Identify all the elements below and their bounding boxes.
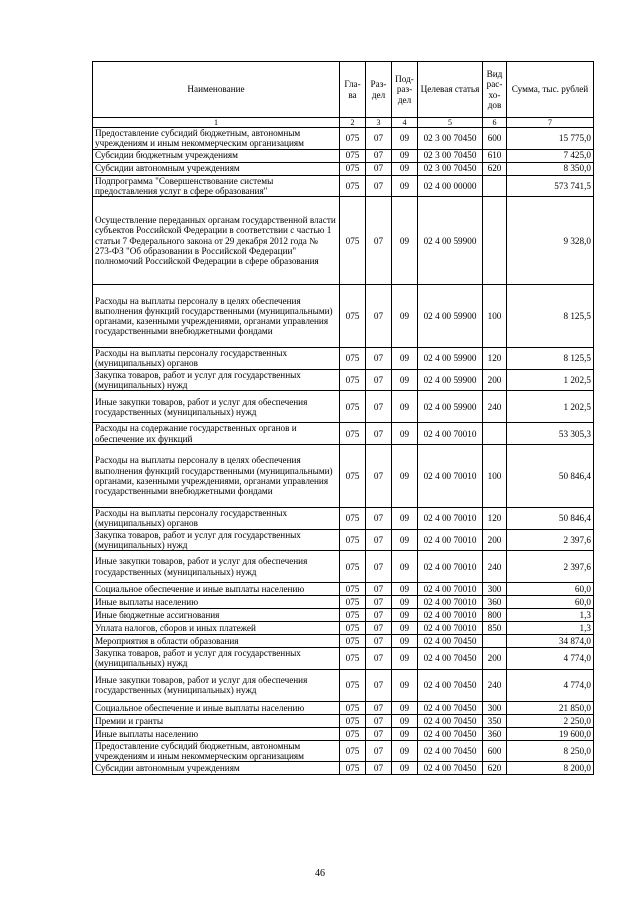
- row-subsection: 09: [392, 507, 418, 529]
- row-amount: 60,0: [507, 583, 594, 596]
- row-section: 07: [366, 714, 392, 727]
- row-subsection: 09: [392, 423, 418, 445]
- row-chapter: 075: [340, 583, 366, 596]
- table-row: [93, 609, 594, 622]
- row-section: 07: [366, 162, 392, 175]
- row-target: 02 4 00 70010: [418, 622, 483, 635]
- row-target: 02 4 00 70450: [418, 648, 483, 670]
- row-subsection: 09: [392, 444, 418, 507]
- row-section: 07: [366, 285, 392, 348]
- table-header-row: [93, 62, 594, 118]
- row-kind: 610: [483, 149, 507, 162]
- row-subsection: 09: [392, 391, 418, 423]
- row-kind: 100: [483, 444, 507, 507]
- row-subsection: 09: [392, 197, 418, 285]
- row-amount: 8 125,5: [507, 348, 594, 370]
- row-kind: 120: [483, 348, 507, 370]
- row-kind: 240: [483, 391, 507, 423]
- row-name: Иные выплаты населению: [93, 727, 340, 740]
- row-section: 07: [366, 423, 392, 445]
- row-name: Уплата налогов, сборов и иных платежей: [93, 622, 340, 635]
- row-chapter: 075: [340, 391, 366, 423]
- row-section: 07: [366, 197, 392, 285]
- row-amount: 2 397,6: [507, 529, 594, 551]
- row-name: Иные закупки товаров, работ и услуг для обеспечения государственных (муниципальных) нужд: [93, 391, 340, 423]
- row-kind: 200: [483, 648, 507, 670]
- table-row: [93, 423, 594, 445]
- row-chapter: 075: [340, 423, 366, 445]
- row-chapter: 075: [340, 348, 366, 370]
- row-target: 02 4 00 70010: [418, 529, 483, 551]
- row-chapter: 075: [340, 596, 366, 609]
- row-kind: 240: [483, 669, 507, 701]
- header-kind: Вид рас-хо-дов: [483, 62, 507, 118]
- row-section: 07: [366, 740, 392, 762]
- row-name: Расходы на выплаты персоналу в целях обеспечения выполнения функций государственными (муниципальными) органами, казенными учреждениями, органами управления государственными внебюджетными фондами: [93, 285, 340, 348]
- row-amount: 15 775,0: [507, 128, 594, 150]
- row-amount: 34 874,0: [507, 635, 594, 648]
- row-subsection: 09: [392, 635, 418, 648]
- row-kind: 300: [483, 583, 507, 596]
- row-amount: 2 250,0: [507, 714, 594, 727]
- row-name: Субсидии бюджетным учреждениям: [93, 149, 340, 162]
- row-chapter: 075: [340, 444, 366, 507]
- row-amount: 60,0: [507, 596, 594, 609]
- row-name: Закупка товаров, работ и услуг для государственных (муниципальных) нужд: [93, 529, 340, 551]
- table-row: [93, 348, 594, 370]
- row-kind: 800: [483, 609, 507, 622]
- row-target: 02 4 00 59900: [418, 348, 483, 370]
- row-name: Иные закупки товаров, работ и услуг для обеспечения государственных (муниципальных) нужд: [93, 551, 340, 583]
- row-subsection: 09: [392, 175, 418, 197]
- row-chapter: 075: [340, 529, 366, 551]
- row-target: 02 3 00 70450: [418, 162, 483, 175]
- row-chapter: 075: [340, 609, 366, 622]
- row-section: 07: [366, 669, 392, 701]
- table-row: [93, 149, 594, 162]
- row-amount: 7 425,0: [507, 149, 594, 162]
- table-body: [93, 128, 594, 775]
- row-amount: 8 350,0: [507, 162, 594, 175]
- row-section: 07: [366, 369, 392, 391]
- row-section: 07: [366, 635, 392, 648]
- header-name: Наименование: [93, 62, 340, 118]
- row-kind: 620: [483, 162, 507, 175]
- table-row: [93, 507, 594, 529]
- row-kind: 350: [483, 714, 507, 727]
- row-kind: 100: [483, 285, 507, 348]
- row-amount: 2 397,6: [507, 551, 594, 583]
- table-row: [93, 714, 594, 727]
- row-section: 07: [366, 701, 392, 714]
- row-section: 07: [366, 648, 392, 670]
- row-chapter: 075: [340, 149, 366, 162]
- row-target: 02 4 00 70010: [418, 609, 483, 622]
- row-chapter: 075: [340, 507, 366, 529]
- row-name: Подпрограмма "Совершенствование системы предоставления услуг в сфере образования": [93, 175, 340, 197]
- row-kind: [483, 635, 507, 648]
- row-chapter: 075: [340, 175, 366, 197]
- row-amount: 1,3: [507, 622, 594, 635]
- table-row: [93, 740, 594, 762]
- row-section: 07: [366, 128, 392, 150]
- row-kind: [483, 175, 507, 197]
- row-amount: 21 850,0: [507, 701, 594, 714]
- header-target: Целевая статья: [418, 62, 483, 118]
- row-target: 02 4 00 70010: [418, 583, 483, 596]
- row-subsection: 09: [392, 648, 418, 670]
- row-amount: 50 846,4: [507, 444, 594, 507]
- row-section: 07: [366, 507, 392, 529]
- row-amount: 1 202,5: [507, 391, 594, 423]
- header-subsection: Под-раз-дел: [392, 62, 418, 118]
- row-chapter: 075: [340, 701, 366, 714]
- row-subsection: 09: [392, 762, 418, 775]
- row-chapter: 075: [340, 128, 366, 150]
- row-kind: 240: [483, 551, 507, 583]
- row-name: Социальное обеспечение и иные выплаты населению: [93, 583, 340, 596]
- table-row: [93, 727, 594, 740]
- row-subsection: 09: [392, 622, 418, 635]
- table-row: [93, 596, 594, 609]
- row-kind: 200: [483, 369, 507, 391]
- row-chapter: 075: [340, 762, 366, 775]
- row-section: 07: [366, 551, 392, 583]
- row-amount: 4 774,0: [507, 648, 594, 670]
- row-subsection: 09: [392, 727, 418, 740]
- row-amount: 19 600,0: [507, 727, 594, 740]
- table-row: [93, 635, 594, 648]
- row-section: 07: [366, 622, 392, 635]
- row-name: Закупка товаров, работ и услуг для государственных (муниципальных) нужд: [93, 369, 340, 391]
- row-target: 02 4 00 59900: [418, 197, 483, 285]
- row-section: 07: [366, 609, 392, 622]
- row-target: 02 4 00 70010: [418, 596, 483, 609]
- row-section: 07: [366, 727, 392, 740]
- row-subsection: 09: [392, 551, 418, 583]
- row-name: Субсидии автономным учреждениям: [93, 762, 340, 775]
- row-target: 02 4 00 70450: [418, 727, 483, 740]
- row-chapter: 075: [340, 197, 366, 285]
- row-chapter: 075: [340, 669, 366, 701]
- row-target: 02 4 00 59900: [418, 369, 483, 391]
- row-chapter: 075: [340, 162, 366, 175]
- table-row: [93, 669, 594, 701]
- row-target: 02 4 00 70450: [418, 740, 483, 762]
- row-target: 02 4 00 70450: [418, 714, 483, 727]
- row-target: 02 3 00 70450: [418, 149, 483, 162]
- row-kind: [483, 423, 507, 445]
- row-name: Иные бюджетные ассигнования: [93, 609, 340, 622]
- row-kind: 850: [483, 622, 507, 635]
- row-kind: 360: [483, 727, 507, 740]
- row-section: 07: [366, 529, 392, 551]
- row-kind: 620: [483, 762, 507, 775]
- header-section: Раз-дел: [366, 62, 392, 118]
- column-number: 3: [366, 118, 392, 128]
- row-subsection: 09: [392, 285, 418, 348]
- row-kind: 360: [483, 596, 507, 609]
- row-name: Субсидии автономным учреждениям: [93, 162, 340, 175]
- table-row: [93, 444, 594, 507]
- row-target: 02 4 00 70010: [418, 423, 483, 445]
- row-name: Премии и гранты: [93, 714, 340, 727]
- row-chapter: 075: [340, 648, 366, 670]
- row-kind: 300: [483, 701, 507, 714]
- table-row: [93, 701, 594, 714]
- column-number: 5: [418, 118, 483, 128]
- row-target: 02 4 00 70450: [418, 669, 483, 701]
- row-section: 07: [366, 583, 392, 596]
- row-subsection: 09: [392, 583, 418, 596]
- row-subsection: 09: [392, 596, 418, 609]
- row-kind: 600: [483, 128, 507, 150]
- page-number: 46: [315, 868, 325, 879]
- column-number-row: [93, 118, 594, 128]
- row-subsection: 09: [392, 348, 418, 370]
- column-number: 4: [392, 118, 418, 128]
- header-chapter: Гла-ва: [340, 62, 366, 118]
- row-chapter: 075: [340, 714, 366, 727]
- row-section: 07: [366, 444, 392, 507]
- row-section: 07: [366, 762, 392, 775]
- row-name: Иные закупки товаров, работ и услуг для обеспечения государственных (муниципальных) нужд: [93, 669, 340, 701]
- row-target: 02 3 00 70450: [418, 128, 483, 150]
- row-subsection: 09: [392, 714, 418, 727]
- row-name: Расходы на выплаты персоналу государственных (муниципальных) органов: [93, 348, 340, 370]
- row-name: Расходы на выплаты персоналу государственных (муниципальных) органов: [93, 507, 340, 529]
- row-kind: 200: [483, 529, 507, 551]
- row-subsection: 09: [392, 529, 418, 551]
- header-amount: Сумма, тыс. рублей: [507, 62, 594, 118]
- budget-table: [92, 61, 594, 775]
- row-target: 02 4 00 70010: [418, 507, 483, 529]
- column-number: 6: [483, 118, 507, 128]
- row-target: 02 4 00 59900: [418, 285, 483, 348]
- row-subsection: 09: [392, 149, 418, 162]
- row-subsection: 09: [392, 369, 418, 391]
- row-target: 02 4 00 00000: [418, 175, 483, 197]
- column-number: 1: [93, 118, 340, 128]
- row-kind: [483, 197, 507, 285]
- row-name: Предоставление субсидий бюджетным, автономным учреждениям и иным некоммерческим организациям: [93, 128, 340, 150]
- row-chapter: 075: [340, 635, 366, 648]
- row-section: 07: [366, 175, 392, 197]
- row-target: 02 4 00 59900: [418, 391, 483, 423]
- row-chapter: 075: [340, 622, 366, 635]
- table-row: [93, 128, 594, 150]
- row-chapter: 075: [340, 369, 366, 391]
- row-name: Социальное обеспечение и иные выплаты населению: [93, 701, 340, 714]
- row-amount: 1 202,5: [507, 369, 594, 391]
- table-row: [93, 762, 594, 775]
- row-name: Предоставление субсидий бюджетным, автономным учреждениям и иным некоммерческим организациям: [93, 740, 340, 762]
- row-chapter: 075: [340, 551, 366, 583]
- row-section: 07: [366, 391, 392, 423]
- row-target: 02 4 00 70450: [418, 762, 483, 775]
- row-name: Закупка товаров, работ и услуг для государственных (муниципальных) нужд: [93, 648, 340, 670]
- row-subsection: 09: [392, 609, 418, 622]
- row-amount: 50 846,4: [507, 507, 594, 529]
- table-row: [93, 529, 594, 551]
- table-row: [93, 162, 594, 175]
- row-amount: 9 328,0: [507, 197, 594, 285]
- row-name: Иные выплаты населению: [93, 596, 340, 609]
- table-row: [93, 175, 594, 197]
- row-subsection: 09: [392, 128, 418, 150]
- row-name: Расходы на выплаты персоналу в целях обеспечения выполнения функций государственными (муниципальными) органами, казенными учреждениями, органами управления государственными внебюджетными фондами: [93, 444, 340, 507]
- row-subsection: 09: [392, 740, 418, 762]
- row-target: 02 4 00 70010: [418, 444, 483, 507]
- row-amount: 4 774,0: [507, 669, 594, 701]
- row-amount: 8 200,0: [507, 762, 594, 775]
- row-name: Осуществление переданных органам государственной власти субъектов Российской Федерации в соответствии с частью 1 статьи 7 Федерального закона от 29 декабря 2012 года № 273-ФЗ "Об образовании в Российской Федерации" полномочий Российской Федерации в сфере образования: [93, 197, 340, 285]
- row-subsection: 09: [392, 701, 418, 714]
- table-row: [93, 648, 594, 670]
- table-row: [93, 369, 594, 391]
- table-row: [93, 622, 594, 635]
- row-amount: 53 305,3: [507, 423, 594, 445]
- column-number: 7: [507, 118, 594, 128]
- row-target: 02 4 00 70450: [418, 701, 483, 714]
- row-target: 02 4 00 70010: [418, 551, 483, 583]
- table-row: [93, 551, 594, 583]
- row-kind: 120: [483, 507, 507, 529]
- row-amount: 1,3: [507, 609, 594, 622]
- table-row: [93, 391, 594, 423]
- row-amount: 573 741,5: [507, 175, 594, 197]
- row-section: 07: [366, 348, 392, 370]
- row-chapter: 075: [340, 727, 366, 740]
- row-chapter: 075: [340, 285, 366, 348]
- table-row: [93, 197, 594, 285]
- row-subsection: 09: [392, 669, 418, 701]
- row-subsection: 09: [392, 162, 418, 175]
- row-amount: 8 125,5: [507, 285, 594, 348]
- row-target: 02 4 00 70450: [418, 635, 483, 648]
- row-name: Мероприятия в области образования: [93, 635, 340, 648]
- row-chapter: 075: [340, 740, 366, 762]
- table-row: [93, 285, 594, 348]
- row-section: 07: [366, 149, 392, 162]
- row-section: 07: [366, 596, 392, 609]
- row-kind: 600: [483, 740, 507, 762]
- column-number: 2: [340, 118, 366, 128]
- row-name: Расходы на содержание государственных органов и обеспечение их функций: [93, 423, 340, 445]
- table-row: [93, 583, 594, 596]
- row-amount: 8 250,0: [507, 740, 594, 762]
